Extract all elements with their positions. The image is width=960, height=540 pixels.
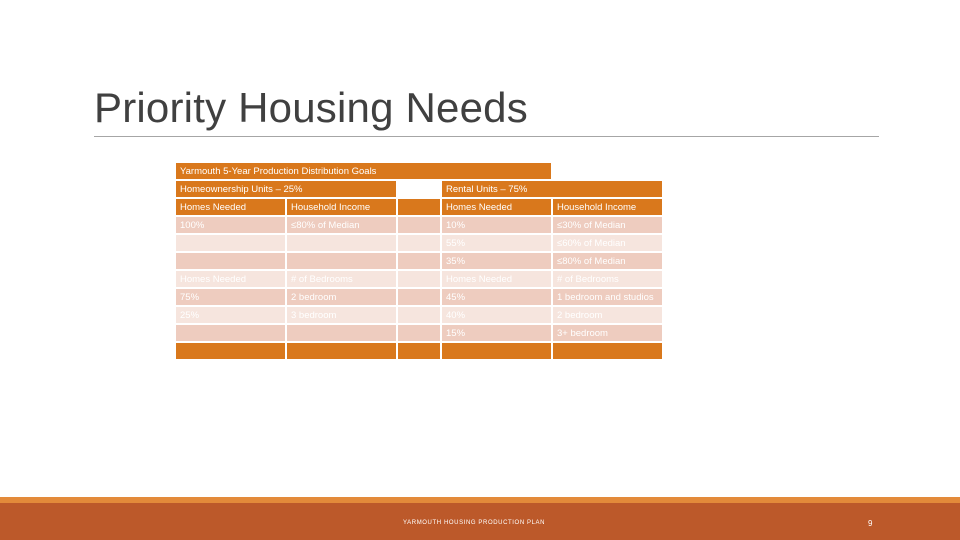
- column-header: # of Bedrooms: [291, 273, 353, 285]
- footer-accent-stripe: [0, 497, 960, 503]
- bedroom-header-row: [176, 271, 773, 287]
- table-cell: 25%: [180, 309, 200, 321]
- table-row: [176, 289, 773, 305]
- table-cell: 15%: [446, 327, 466, 339]
- table-cell: ≤80% of Median: [557, 255, 626, 267]
- table-cell: [287, 235, 396, 251]
- table-footer-row: [176, 343, 773, 359]
- footer-label: YARMOUTH HOUSING PRODUCTION PLAN: [403, 520, 546, 526]
- table-cell: ≤30% of Median: [557, 219, 626, 231]
- table-row: [176, 307, 773, 323]
- table-cell: 75%: [180, 291, 200, 303]
- title-divider: [94, 136, 879, 137]
- table-caption: Yarmouth 5-Year Production Distribution Goals: [180, 165, 377, 177]
- table-cell: 2 bedroom: [557, 309, 603, 321]
- footer-bar: [0, 497, 960, 540]
- table-cell: [287, 253, 396, 269]
- table-caption-row: [176, 163, 773, 179]
- table-cell: [176, 253, 285, 269]
- table-cell: 55%: [446, 237, 466, 249]
- column-header: Homes Needed: [180, 273, 247, 285]
- table-cell: [287, 325, 396, 341]
- column-header: Homes Needed: [180, 201, 247, 213]
- column-header: Homes Needed: [446, 201, 513, 213]
- table-cell: ≤60% of Median: [557, 237, 626, 249]
- table-cell: 40%: [446, 309, 466, 321]
- table-row: [176, 325, 773, 341]
- table-cell: ≤80% of Median: [291, 219, 360, 231]
- column-header: Household Income: [557, 201, 637, 213]
- column-header: # of Bedrooms: [557, 273, 619, 285]
- table-cell: 100%: [180, 219, 205, 231]
- page-number: 9: [868, 519, 873, 528]
- table-cell: 35%: [446, 255, 466, 267]
- table-row: [176, 235, 773, 251]
- table-row: [176, 253, 773, 269]
- table-row: [176, 217, 773, 233]
- income-header-row: [176, 199, 773, 215]
- table-cell: 3 bedroom: [291, 309, 337, 321]
- table-cell: 45%: [446, 291, 466, 303]
- slide-title: Priority Housing Needs: [94, 84, 528, 131]
- production-goals-table: [174, 161, 775, 361]
- table-cell: 10%: [446, 219, 466, 231]
- table-cell: [176, 235, 285, 251]
- table-cell: 2 bedroom: [291, 291, 337, 303]
- table-cell: 3+ bedroom: [557, 327, 608, 339]
- rental-header: Rental Units – 75%: [446, 183, 528, 195]
- table-cell: 1 bedroom and studios: [557, 291, 654, 303]
- tenure-header-row: [176, 181, 773, 197]
- column-header: Household Income: [291, 201, 371, 213]
- table-cell: [176, 325, 285, 341]
- ownership-header: Homeownership Units – 25%: [180, 183, 303, 195]
- column-header: Homes Needed: [446, 273, 513, 285]
